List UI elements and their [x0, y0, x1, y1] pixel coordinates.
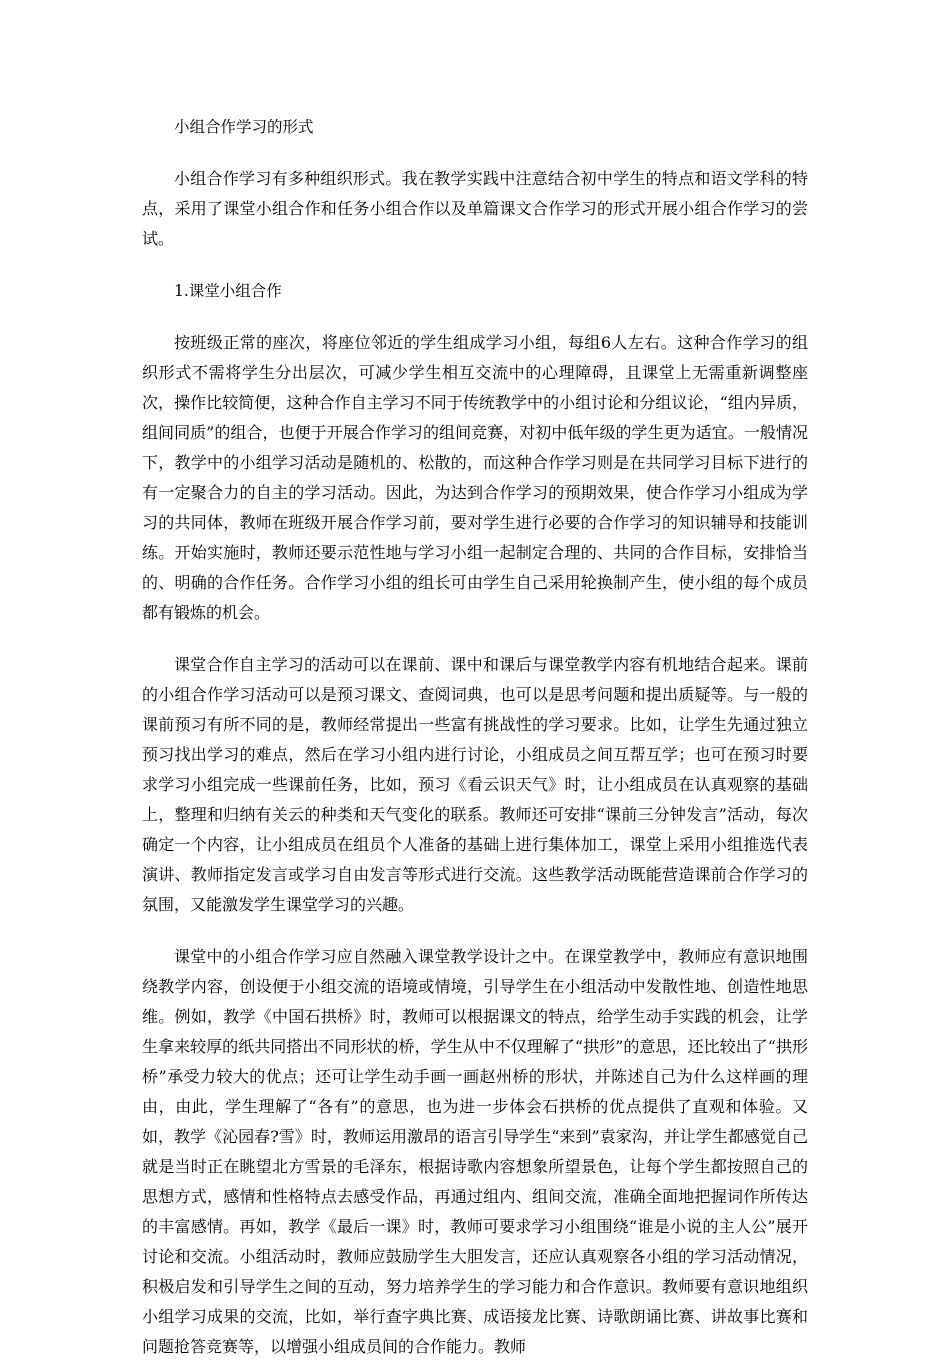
body-paragraph-2: 课堂合作自主学习的活动可以在课前、课中和课后与课堂教学内容有机地结合起来。课前的小组合作学习活动可以是预习课文、查阅词典，也可以是思考问题和提出质疑等。与一般的课前预习有所不同的是，教师经常提出一些富有挑战性的学习要求。比如，让学生先通过独立预习找出学习的难点，然后在学习小组内进行讨论，小组成员之间互帮互学；也可在预习时要求学习小组完成一些课前任务，比如，预习《看云识天气》时，让小组成员在认真观察的基础上，整理和归纳有关云的种类和天气变化的联系。教师还可安排“课前三分钟发言”活动，每次确定一个内容，让小组成员在组员个人准备的基础上进行集体加工，课堂上采用小组推选代表演讲、教师指定发言或学习自由发言等形式进行交流。这些教学活动既能营造课前合作学习的氛围，又能激发学生课堂学习的兴趣。: [142, 655, 808, 914]
body-paragraph-3: 课堂中的小组合作学习应自然融入课堂教学设计之中。在课堂教学中，教师应有意识地围绕教学内容，创设便于小组交流的语境或情境，引导学生在小组活动中发散性地、创造性地思维。例如，教学《中国石拱桥》时，教师可以根据课文的特点，给学生动手实践的机会，让学生拿来较厚的纸共同搭出不同形状的桥，学生从中不仅理解了“拱形”的意思，还比较出了“拱形桥”承受力较大的优点；还可让学生动手画一画赵州桥的形状，并陈述自己为什么这样画的理由，由此，学生理解了“各有”的意思，也为进一步体会石拱桥的优点提供了直观和体验。又如，教学《沁园春?雪》时，教师运用激昂的语言引导学生“来到”袁家沟，并让学生都感觉自己就是当时正在眺望北方雪景的毛泽东，根据诗歌内容想象所望景色，让每个学生都按照自己的思想方式，感情和性格特点去感受作品，再通过组内、组间交流，准确全面地把握词作所传达的丰富感情。再如，教学《最后一课》时，教师可要求学习小组围绕“谁是小说的主人公”展开讨论和交流。小组活动时，教师应鼓励学生大胆发言，还应认真观察各小组的学习活动情况，积极启发和引导学生之间的互动，努力培养学生的学习能力和合作意识。教师要有意识地组织小组学习成果的交流，比如，举行查字典比赛、成语接龙比赛、诗歌朗诵比赛、讲故事比赛和问题抢答竞赛等，以增强小组成员间的合作能力。教师: [142, 947, 808, 1356]
document-page: [142, 112, 808, 1362]
document-title: 小组合作学习的形式: [174, 118, 314, 136]
body-paragraph-1: 按班级正常的座次，将座位邻近的学生组成学习小组，每组6人左右。这种合作学习的组织形式不需将学生分出层次，可减少学生相互交流中的心理障碍，且课堂上无需重新调整座次，操作比较简便，这种合作自主学习不同于传统教学中的小组讨论和分组议论，“组内异质，组间同质”的组合，也便于开展合作学习的组间竞赛，对初中低年级的学生更为适宜。一般情况下，教学中的小组学习活动是随机的、松散的，而这种合作学习则是在共同学习目标下进行的有一定聚合力的自主的学习活动。因此，为达到合作学习的预期效果，使合作学习小组成为学习的共同体，教师在班级开展合作学习前，要对学生进行必要的合作学习的知识辅导和技能训练。开始实施时，教师还要示范性地与学习小组一起制定合理的、共同的合作目标，安排恰当的、明确的合作任务。合作学习小组的组长可由学生自己采用轮换制产生，使小组的每个成员都有锻炼的机会。: [142, 333, 808, 622]
intro-paragraph: 小组合作学习有多种组织形式。我在教学实践中注意结合初中学生的特点和语文学科的特点，采用了课堂小组合作和任务小组合作以及单篇课文合作学习的形式开展小组合作学习的尝试。: [142, 169, 808, 248]
section-heading: 1.课堂小组合作: [174, 282, 282, 300]
